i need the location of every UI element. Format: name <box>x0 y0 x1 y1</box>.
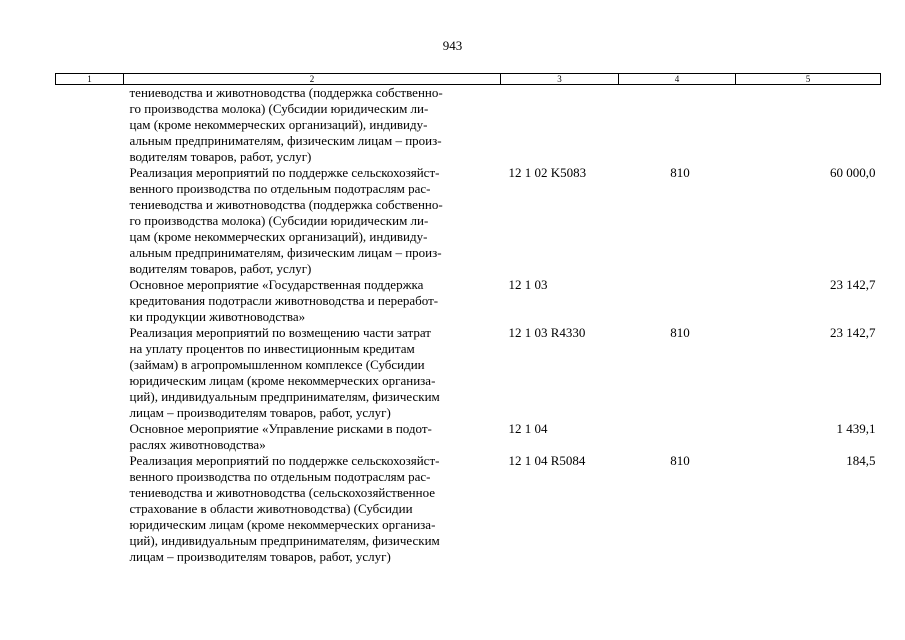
table-row <box>56 277 881 325</box>
budget-table <box>55 73 881 565</box>
row-name-cell <box>124 165 501 277</box>
row-name-line: го производства молока) (Субсидии юридическим ли- <box>129 101 429 116</box>
row-name-line: Основное мероприятие «Государственная поддержка <box>129 277 424 292</box>
row-index-cell <box>56 421 124 453</box>
row-name-line: лицам – производителям товаров, работ, услуг) <box>129 405 391 420</box>
row-vr-cell: 810 <box>670 165 690 180</box>
row-sum-cell: 1 439,1 <box>836 421 876 436</box>
row-name-line: кредитования подотрасли животноводства и переработ- <box>129 293 439 308</box>
row-name-line: венного производства по отдельным подотраслям рас- <box>129 181 431 196</box>
header-col-3: 3 <box>501 74 619 85</box>
row-name-cell <box>124 277 501 325</box>
header-col-1: 1 <box>56 74 124 85</box>
row-code-cell: 12 1 03 R4330 <box>508 325 586 340</box>
row-index-cell <box>56 453 124 565</box>
row-name-line: тениеводства и животноводства (поддержка собственно- <box>129 85 443 100</box>
row-name-line: Реализация мероприятий по поддержке сельскохозяйст- <box>129 453 440 468</box>
row-vr-cell <box>619 277 736 325</box>
row-name-line: тениеводства и животноводства (сельскохозяйственное <box>129 485 435 500</box>
row-code-cell <box>501 85 619 166</box>
row-name-line: (займам) в агропромышленном комплексе (Субсидии <box>129 357 425 372</box>
row-name-cell <box>124 421 501 453</box>
row-index-cell <box>56 325 124 421</box>
header-col-4: 4 <box>619 74 736 85</box>
row-index-cell <box>56 85 124 166</box>
header-row <box>56 74 881 85</box>
header-col-2: 2 <box>124 74 501 85</box>
row-name-line: Реализация мероприятий по поддержке сельскохозяйст- <box>129 165 440 180</box>
row-name-line: Основное мероприятие «Управление рисками в подот- <box>129 421 432 436</box>
row-sum-cell: 60 000,0 <box>830 165 876 180</box>
row-name-line: на уплату процентов по инвестиционным кредитам <box>129 341 415 356</box>
page-number: 943 <box>442 38 463 53</box>
row-sum-cell: 23 142,7 <box>830 325 876 340</box>
row-name-line: венного производства по отдельным подотраслям рас- <box>129 469 431 484</box>
table-row <box>56 453 881 565</box>
row-name-line: альным предпринимателям, физическим лицам – произ- <box>129 245 442 260</box>
row-name-line: лицам – производителям товаров, работ, услуг) <box>129 549 391 564</box>
row-name-line: раслях животноводства» <box>129 437 266 452</box>
row-name-line: ки продукции животноводства» <box>129 309 306 324</box>
row-sum-cell: 23 142,7 <box>830 277 876 292</box>
row-name-line: цам (кроме некоммерческих организаций), индивиду- <box>129 117 428 132</box>
row-name-line: водителям товаров, работ, услуг) <box>129 261 312 276</box>
row-name-line: страхование в области животноводства) (Субсидии <box>129 501 413 516</box>
row-sum-cell <box>736 85 881 166</box>
row-name-line: ций), индивидуальным предпринимателям, физическим <box>129 533 440 548</box>
table-row <box>56 421 881 453</box>
header-col-5: 5 <box>736 74 881 85</box>
row-name-line: цам (кроме некоммерческих организаций), индивиду- <box>129 229 428 244</box>
row-vr-cell: 810 <box>670 453 690 468</box>
row-name-line: юридическим лицам (кроме некоммерческих организа- <box>129 373 436 388</box>
row-vr-cell <box>619 421 736 453</box>
row-name-line: водителям товаров, работ, услуг) <box>129 149 312 164</box>
row-sum-cell: 184,5 <box>846 453 876 468</box>
row-index-cell <box>56 165 124 277</box>
row-code-cell: 12 1 02 K5083 <box>508 165 587 180</box>
table-row <box>56 325 881 421</box>
row-name-cell <box>124 453 501 565</box>
table-row <box>56 165 881 277</box>
row-name-line: юридическим лицам (кроме некоммерческих организа- <box>129 517 436 532</box>
row-name-line: Реализация мероприятий по возмещению части затрат <box>129 325 431 340</box>
row-name-line: тениеводства и животноводства (поддержка собственно- <box>129 197 443 212</box>
row-vr-cell: 810 <box>670 325 690 340</box>
row-name-cell <box>124 85 501 166</box>
row-vr-cell <box>619 85 736 166</box>
row-name-line: ций), индивидуальным предпринимателям, физическим <box>129 389 440 404</box>
row-code-cell: 12 1 04 <box>508 421 548 436</box>
row-name-line: го производства молока) (Субсидии юридическим ли- <box>129 213 429 228</box>
table-row <box>56 85 881 166</box>
row-name-line: альным предпринимателям, физическим лицам – произ- <box>129 133 442 148</box>
row-code-cell: 12 1 03 <box>508 277 548 292</box>
row-name-cell <box>124 325 501 421</box>
row-code-cell: 12 1 04 R5084 <box>508 453 586 468</box>
row-index-cell <box>56 277 124 325</box>
